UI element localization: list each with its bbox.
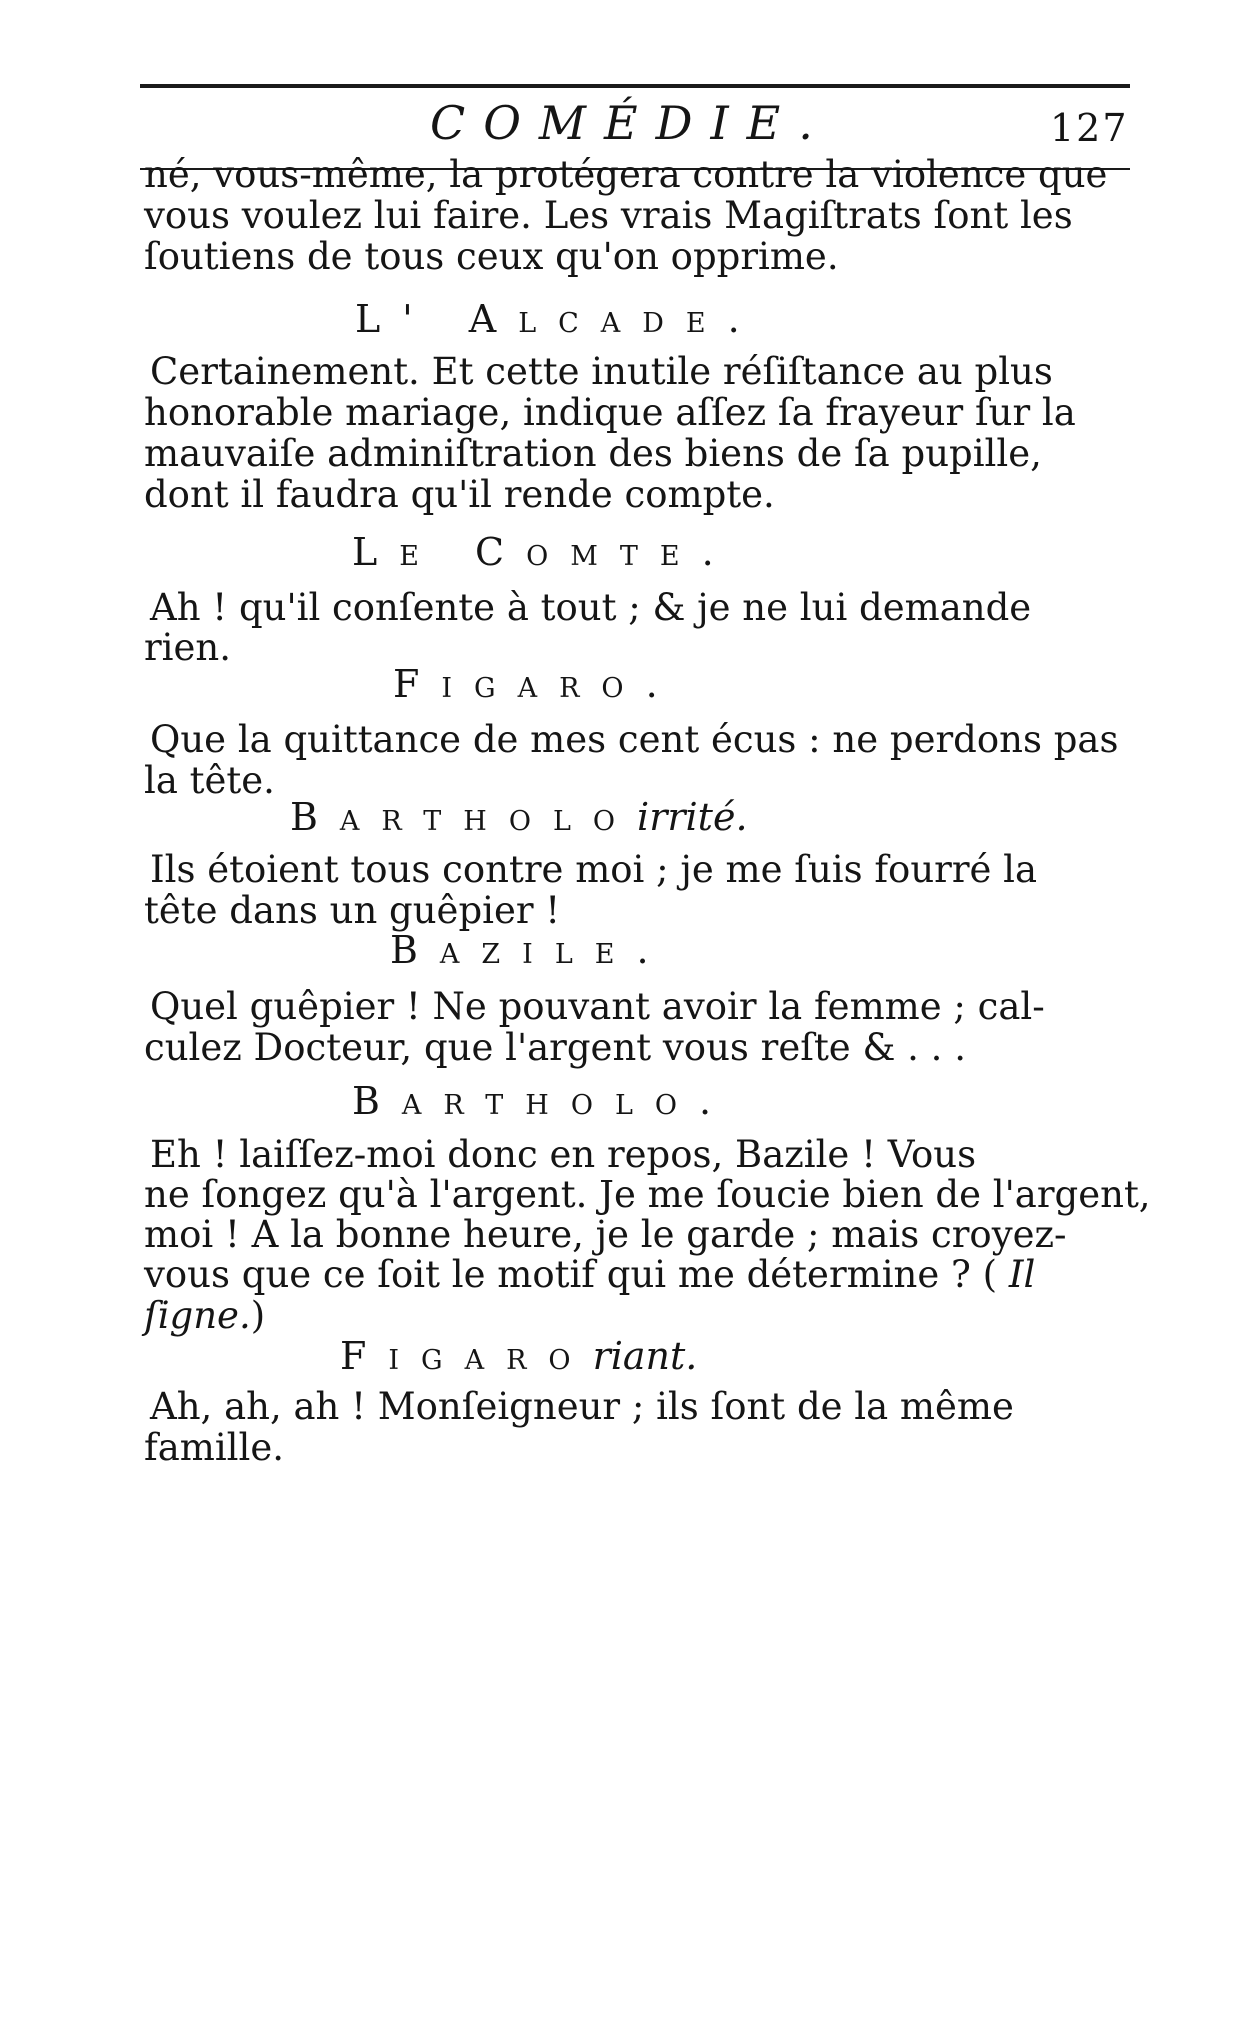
- stage-direction: ſigne.: [144, 1294, 251, 1337]
- text-line: ſoutiens de tous ceux qu'on opprime.: [144, 235, 839, 278]
- text-line: dont il faudra qu'il rende compte.: [144, 473, 775, 516]
- speaker-name: Figaro: [340, 1334, 593, 1378]
- text-line: moi ! A la bonne heure, je le garde ; mais croyez-: [144, 1213, 1067, 1256]
- speaker-line: [290, 792, 748, 842]
- text-line: Ah, ah, ah ! Monſeigneur ; ils ſont de la même: [150, 1385, 1014, 1428]
- text-line: né, vous-même, la protégera contre la violence que: [144, 153, 1108, 196]
- text-line: rien.: [144, 626, 232, 669]
- text-line: Certainement. Et cette inutile réſiſtance au plus: [150, 350, 1053, 393]
- text-line: vous voulez lui faire. Les vrais Magiſtrats ſont les: [144, 194, 1073, 237]
- speaker-name: Figaro.: [393, 662, 680, 706]
- running-head: COMÉDIE.: [430, 96, 831, 150]
- text-line: tête dans un guêpier !: [144, 889, 561, 932]
- text-line: mauvaiſe adminiſtration des biens de ſa pupille,: [144, 432, 1042, 475]
- stage-direction: irrité.: [637, 795, 748, 839]
- speaker-name: L' Alcade.: [355, 297, 762, 341]
- text-line: Ah ! qu'il conſente à tout ; & je ne lui demande: [150, 586, 1032, 629]
- speaker-name: Bartholo.: [352, 1079, 734, 1123]
- speaker-name: Le Comte.: [352, 530, 736, 574]
- text-line: culez Docteur, que l'argent vous reſte & . . .: [144, 1026, 966, 1069]
- text-line: Quel guêpier ! Ne pouvant avoir la femme ; cal-: [150, 985, 1045, 1028]
- page-number: 127: [1050, 106, 1129, 150]
- stage-direction: Il: [1008, 1253, 1036, 1296]
- speaker-line: [340, 1331, 697, 1381]
- text-line: ne ſongez qu'à l'argent. Je me ſoucie bien de l'argent,: [144, 1173, 1151, 1216]
- text-line: Que la quittance de mes cent écus : ne perdons pas: [150, 718, 1119, 761]
- text-line: Eh ! laiſſez-moi donc en repos, Bazile ! Vous: [150, 1133, 977, 1176]
- text-span: ): [250, 1294, 266, 1337]
- stage-direction: riant.: [592, 1334, 698, 1378]
- speaker-name: Bazile.: [390, 928, 671, 972]
- text-line: la tête.: [144, 759, 275, 802]
- text-line: honorable mariage, indique aſſez ſa frayeur ſur la: [144, 391, 1076, 434]
- text-line: famille.: [144, 1426, 284, 1469]
- header-top-rule: [140, 84, 1130, 88]
- text-span: vous que ce ſoit le motif qui me détermine ? (: [144, 1253, 998, 1296]
- text-line: Ils étoient tous contre moi ; je me ſuis fourré la: [150, 848, 1038, 891]
- speaker-name: Bartholo: [290, 795, 638, 839]
